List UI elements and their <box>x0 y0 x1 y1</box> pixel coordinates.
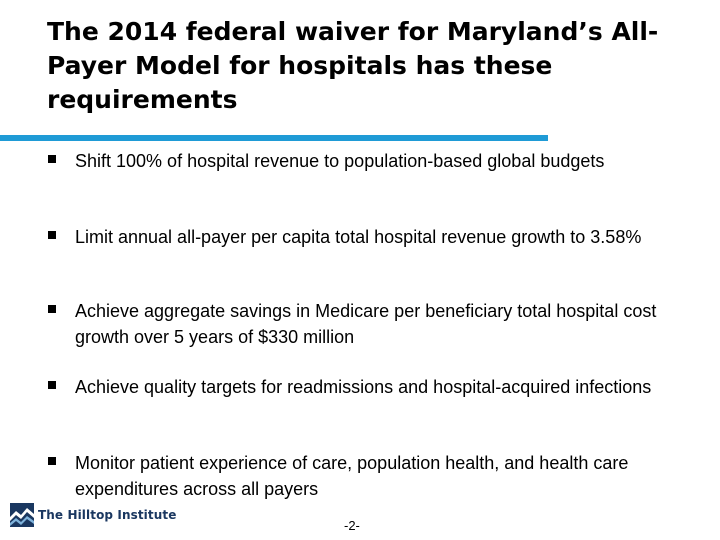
hilltop-logo-icon <box>10 503 34 527</box>
bullet-text: Limit annual all-payer per capita total hospital revenue growth to 3.58% <box>75 227 642 247</box>
square-bullet-icon <box>48 155 56 163</box>
square-bullet-icon <box>48 457 56 465</box>
square-bullet-icon <box>48 381 56 389</box>
square-bullet-icon <box>48 305 56 313</box>
logo-text: The Hilltop Institute <box>38 508 177 522</box>
bullet-text: Shift 100% of hospital revenue to population-based global budgets <box>75 151 605 171</box>
square-bullet-icon <box>48 231 56 239</box>
title-divider <box>0 135 548 141</box>
bullet-text: Achieve quality targets for readmissions and hospital-acquired infections <box>75 377 652 397</box>
bullet-text: Monitor patient experience of care, population health, and health care expenditures across all payers <box>75 453 629 499</box>
slide-title: The 2014 federal waiver for Maryland’s All-Payer Model for hospitals has these requirements <box>47 17 659 114</box>
page-number: -2- <box>344 518 360 533</box>
hilltop-institute-logo <box>10 502 176 528</box>
bullet-text: Achieve aggregate savings in Medicare per beneficiary total hospital cost growth over 5 years of $330 million <box>75 301 657 347</box>
